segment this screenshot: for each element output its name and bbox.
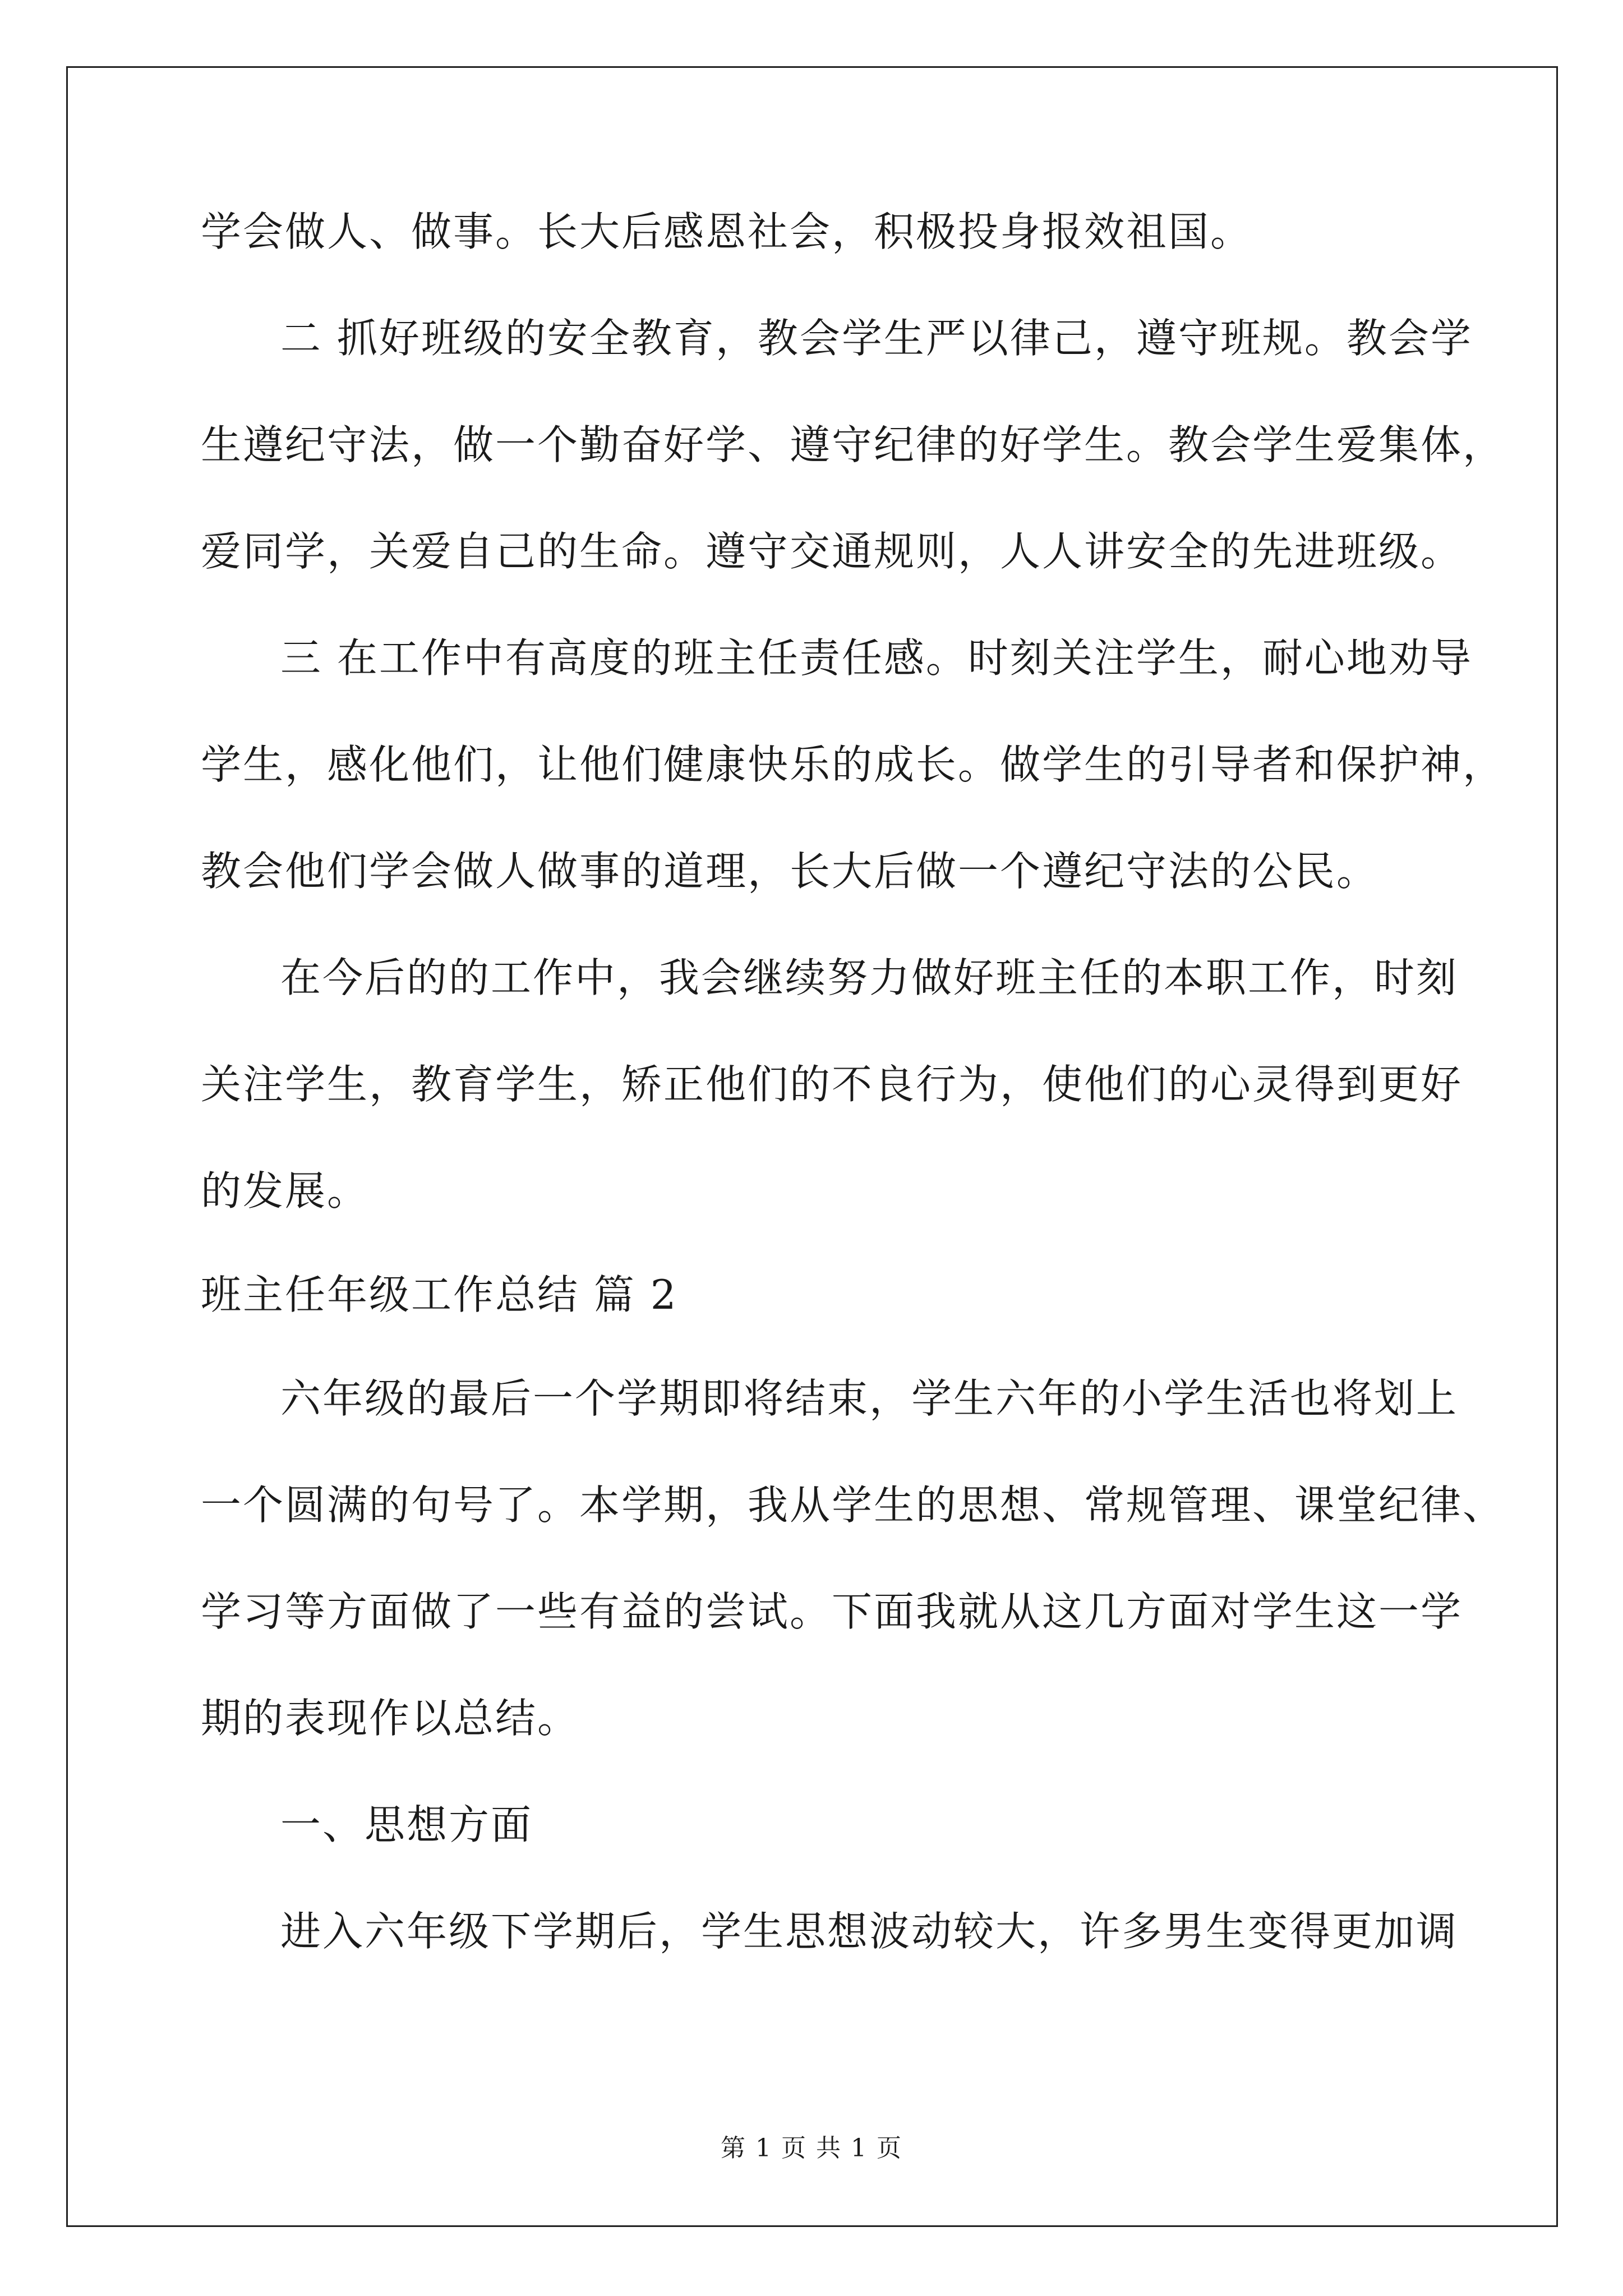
paragraph-line: 学生，感化他们，让他们健康快乐的成长。做学生的引导者和保护神， bbox=[201, 741, 1505, 788]
page-number-footer: 第 1 页 共 1 页 bbox=[721, 2134, 902, 2162]
paragraph-line: 二 抓好班级的安全教育，教会学生严以律己，遵守班规。教会学 bbox=[280, 315, 1473, 362]
paragraph-line: 学习等方面做了一些有益的尝试。下面我就从这几方面对学生这一学 bbox=[201, 1588, 1463, 1635]
paragraph-line: 期的表现作以总结。 bbox=[201, 1695, 580, 1742]
paragraph-line: 关注学生，教育学生，矫正他们的不良行为，使他们的心灵得到更好 bbox=[201, 1061, 1463, 1108]
paragraph-line: 三 在工作中有高度的班主任责任感。时刻关注学生，耐心地劝导 bbox=[280, 634, 1473, 682]
paragraph-line: 六年级的最后一个学期即将结束，学生六年的小学生活也将划上 bbox=[280, 1375, 1459, 1422]
paragraph-line: 进入六年级下学期后，学生思想波动较大，许多男生变得更加调 bbox=[280, 1908, 1459, 1955]
paragraph-line: 的发展。 bbox=[201, 1167, 370, 1214]
paragraph-line: 一个圆满的句号了。本学期，我从学生的思想、常规管理、课堂纪律、 bbox=[201, 1481, 1505, 1529]
subsection-heading: 一、思想方面 bbox=[280, 1801, 533, 1848]
paragraph-line: 在今后的的工作中，我会继续努力做好班主任的本职工作，时刻 bbox=[280, 954, 1459, 1001]
page-border bbox=[66, 66, 1558, 2227]
paragraph-line: 教会他们学会做人做事的道理，长大后做一个遵纪守法的公民。 bbox=[201, 848, 1379, 895]
paragraph-line: 学会做人、做事。长大后感恩社会，积极投身报效祖国。 bbox=[201, 208, 1253, 255]
paragraph-line: 生遵纪守法，做一个勤奋好学、遵守纪律的好学生。教会学生爱集体， bbox=[201, 421, 1505, 468]
paragraph-line: 爱同学，关爱自己的生命。遵守交通规则，人人讲安全的先进班级。 bbox=[201, 528, 1463, 575]
section-heading: 班主任年级工作总结 篇 2 bbox=[201, 1271, 678, 1318]
